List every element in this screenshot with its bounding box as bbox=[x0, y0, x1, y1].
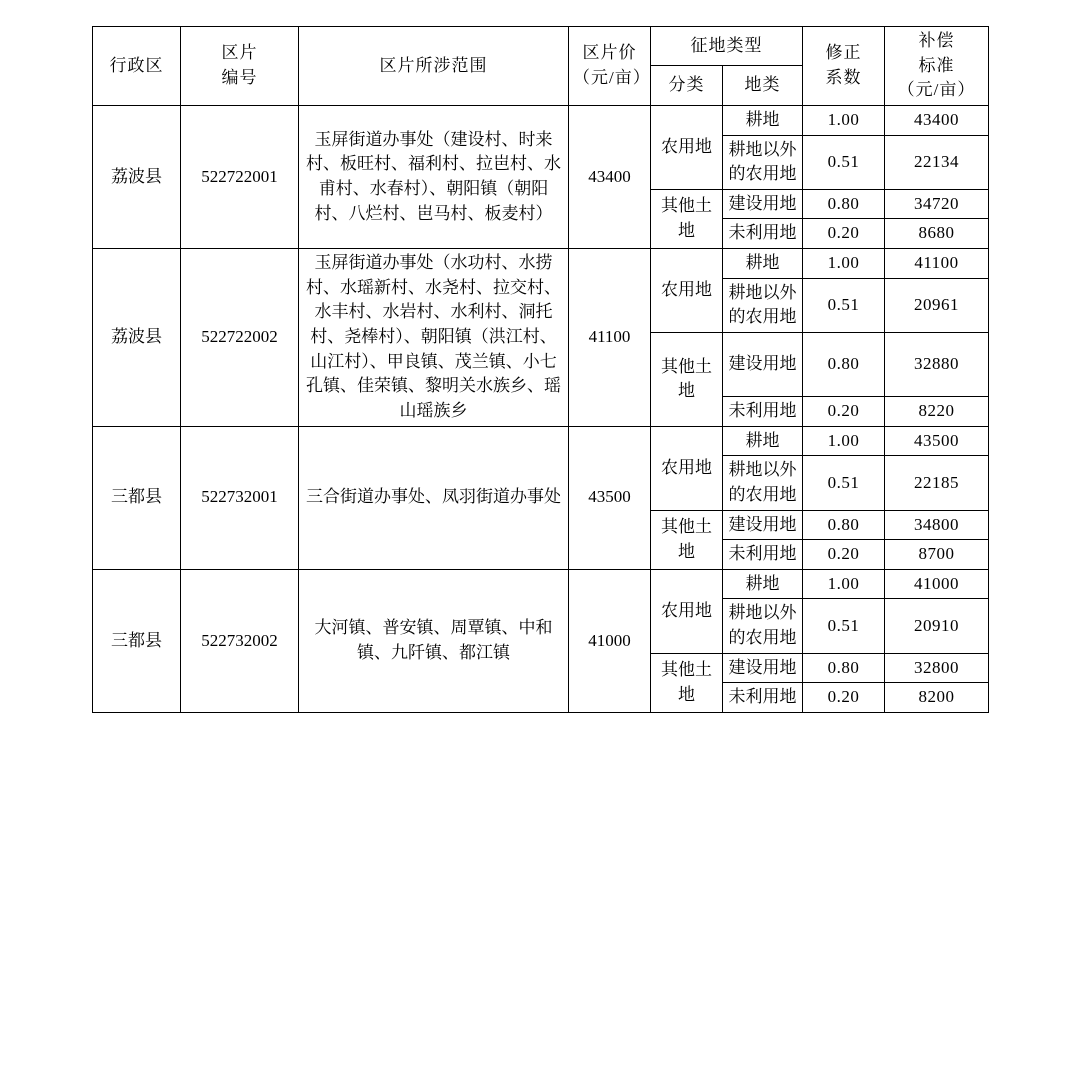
cell-standard: 43400 bbox=[885, 105, 989, 135]
cell-coefficient: 0.51 bbox=[803, 456, 885, 510]
header-district: 行政区 bbox=[93, 27, 181, 106]
header-zone-code-line2: 编号 bbox=[221, 67, 258, 87]
cell-district: 三都县 bbox=[93, 569, 181, 712]
cell-coefficient: 0.80 bbox=[803, 189, 885, 219]
cell-standard: 8200 bbox=[885, 683, 989, 713]
cell-zone-code: 522722001 bbox=[181, 105, 299, 248]
cell-classification: 农用地 bbox=[651, 426, 723, 510]
header-standard bbox=[885, 27, 989, 106]
header-row-1 bbox=[93, 27, 989, 66]
cell-land-category: 耕地以外的农用地 bbox=[723, 599, 803, 653]
header-standard-line2: 标准 bbox=[918, 55, 955, 75]
header-coefficient-line1: 修正 bbox=[825, 43, 862, 63]
header-land-type-group: 征地类型 bbox=[651, 27, 803, 66]
cell-standard: 20961 bbox=[885, 278, 989, 332]
cell-land-category: 建设用地 bbox=[723, 333, 803, 397]
cell-classification: 其他土地 bbox=[651, 189, 723, 248]
cell-standard: 34720 bbox=[885, 189, 989, 219]
header-scope: 区片所涉范围 bbox=[299, 27, 569, 106]
cell-land-category: 未利用地 bbox=[723, 683, 803, 713]
cell-coefficient: 1.00 bbox=[803, 426, 885, 456]
cell-standard: 41000 bbox=[885, 569, 989, 599]
cell-coefficient: 0.20 bbox=[803, 540, 885, 570]
cell-classification: 其他土地 bbox=[651, 653, 723, 712]
header-classification: 分类 bbox=[651, 66, 723, 105]
cell-land-category: 耕地 bbox=[723, 249, 803, 279]
cell-coefficient: 0.80 bbox=[803, 510, 885, 540]
cell-scope: 三合街道办事处、凤羽街道办事处 bbox=[299, 426, 569, 569]
cell-zone-code: 522722002 bbox=[181, 249, 299, 426]
cell-district: 三都县 bbox=[93, 426, 181, 569]
cell-standard: 22185 bbox=[885, 456, 989, 510]
header-land-category: 地类 bbox=[723, 66, 803, 105]
cell-standard: 20910 bbox=[885, 599, 989, 653]
header-zone-code-line1: 区片 bbox=[221, 43, 258, 63]
cell-coefficient: 1.00 bbox=[803, 105, 885, 135]
table-row bbox=[93, 249, 989, 279]
cell-zone-price: 43400 bbox=[569, 105, 651, 248]
header-standard-line3: （元/亩） bbox=[897, 80, 976, 100]
cell-standard: 34800 bbox=[885, 510, 989, 540]
cell-zone-code: 522732001 bbox=[181, 426, 299, 569]
cell-scope: 大河镇、普安镇、周覃镇、中和镇、九阡镇、都江镇 bbox=[299, 569, 569, 712]
cell-coefficient: 1.00 bbox=[803, 569, 885, 599]
header-coefficient bbox=[803, 27, 885, 106]
cell-standard: 41100 bbox=[885, 249, 989, 279]
header-coefficient-line2: 系数 bbox=[825, 67, 862, 87]
cell-coefficient: 0.51 bbox=[803, 599, 885, 653]
cell-coefficient: 0.80 bbox=[803, 653, 885, 683]
cell-coefficient: 0.51 bbox=[803, 135, 885, 189]
cell-standard: 22134 bbox=[885, 135, 989, 189]
cell-standard: 43500 bbox=[885, 426, 989, 456]
land-compensation-table bbox=[92, 26, 989, 713]
cell-classification: 农用地 bbox=[651, 569, 723, 653]
cell-standard: 8680 bbox=[885, 219, 989, 249]
cell-classification: 其他土地 bbox=[651, 333, 723, 427]
cell-land-category: 耕地 bbox=[723, 426, 803, 456]
cell-land-category: 耕地以外的农用地 bbox=[723, 278, 803, 332]
cell-coefficient: 0.20 bbox=[803, 219, 885, 249]
cell-land-category: 建设用地 bbox=[723, 189, 803, 219]
cell-land-category: 建设用地 bbox=[723, 510, 803, 540]
cell-land-category: 未利用地 bbox=[723, 396, 803, 426]
cell-coefficient: 0.51 bbox=[803, 278, 885, 332]
cell-coefficient: 0.80 bbox=[803, 333, 885, 397]
table-body bbox=[93, 105, 989, 712]
cell-scope: 玉屏街道办事处（建设村、时来村、板旺村、福利村、拉岜村、水甫村、水春村）、朝阳镇（朝阳村、八烂村、岜马村、板麦村） bbox=[299, 105, 569, 248]
cell-coefficient: 0.20 bbox=[803, 683, 885, 713]
cell-scope: 玉屏街道办事处（水功村、水捞村、水瑶新村、水尧村、拉交村、水丰村、水岩村、水利村、洞托村、尧棒村）、朝阳镇（洪江村、山江村）、甲良镇、茂兰镇、小七孔镇、佳荣镇、黎明关水族乡、瑶山瑶族乡 bbox=[299, 249, 569, 426]
cell-standard: 8220 bbox=[885, 396, 989, 426]
cell-land-category: 未利用地 bbox=[723, 540, 803, 570]
cell-classification: 农用地 bbox=[651, 105, 723, 189]
header-standard-line1: 补偿 bbox=[918, 31, 955, 50]
table-header bbox=[93, 27, 989, 106]
cell-zone-price: 41000 bbox=[569, 569, 651, 712]
cell-classification: 农用地 bbox=[651, 249, 723, 333]
cell-standard: 32800 bbox=[885, 653, 989, 683]
cell-classification: 其他土地 bbox=[651, 510, 723, 569]
cell-land-category: 耕地 bbox=[723, 569, 803, 599]
header-zone-price-line2: （元/亩） bbox=[573, 67, 651, 87]
cell-zone-price: 41100 bbox=[569, 249, 651, 426]
table-row bbox=[93, 426, 989, 456]
cell-zone-price: 43500 bbox=[569, 426, 651, 569]
table-row bbox=[93, 105, 989, 135]
cell-coefficient: 1.00 bbox=[803, 249, 885, 279]
header-zone-price-line1: 区片价 bbox=[582, 43, 637, 63]
header-zone-price bbox=[569, 27, 651, 106]
cell-district: 荔波县 bbox=[93, 249, 181, 426]
table-row bbox=[93, 569, 989, 599]
cell-coefficient: 0.20 bbox=[803, 396, 885, 426]
cell-land-category: 建设用地 bbox=[723, 653, 803, 683]
cell-district: 荔波县 bbox=[93, 105, 181, 248]
cell-standard: 8700 bbox=[885, 540, 989, 570]
cell-land-category: 耕地 bbox=[723, 105, 803, 135]
cell-standard: 32880 bbox=[885, 333, 989, 397]
cell-land-category: 未利用地 bbox=[723, 219, 803, 249]
header-zone-code bbox=[181, 27, 299, 106]
cell-land-category: 耕地以外的农用地 bbox=[723, 456, 803, 510]
cell-land-category: 耕地以外的农用地 bbox=[723, 135, 803, 189]
cell-zone-code: 522732002 bbox=[181, 569, 299, 712]
